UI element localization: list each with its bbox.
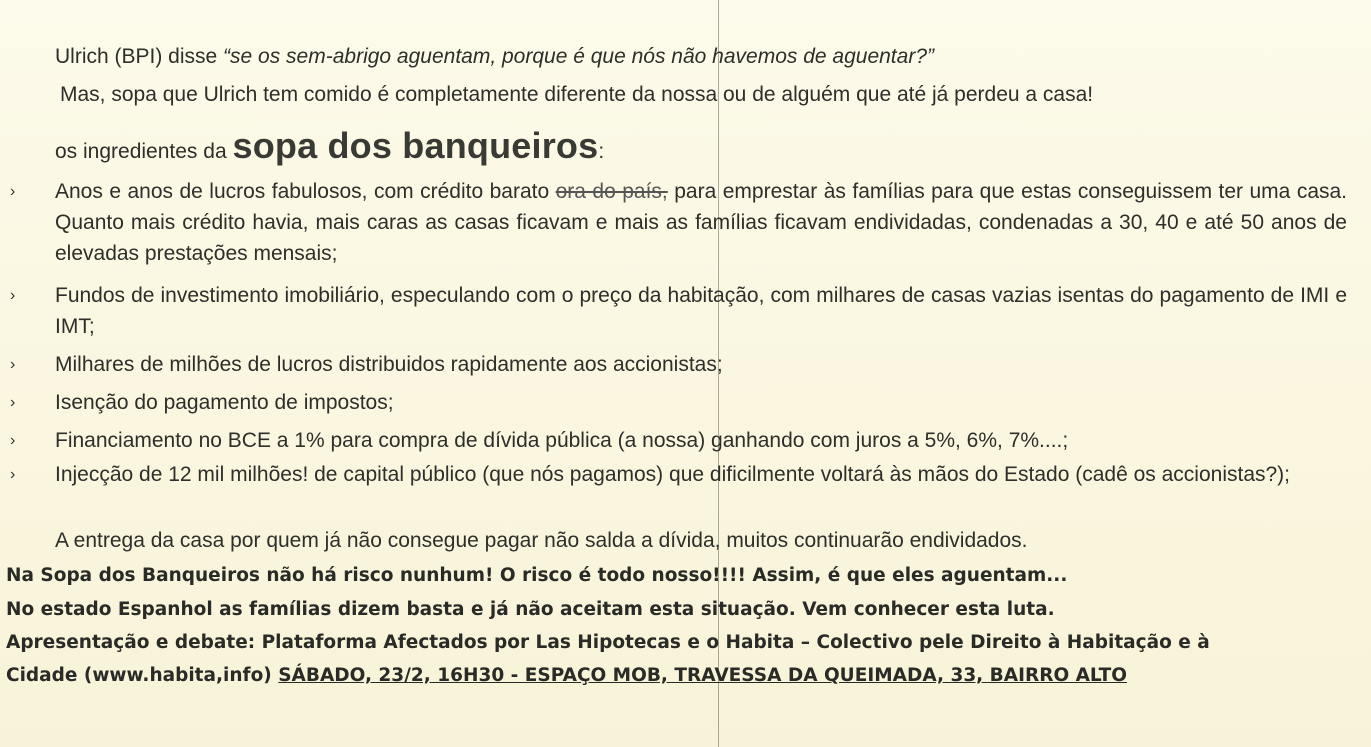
bold-statement-risk: Na Sopa dos Banqueiros não há risco nunhum! O risco é todo nosso!!!! Assim, é que eles aguentam...: [6, 565, 1068, 586]
intro-quote-line: [55, 44, 934, 70]
list-item: [10, 459, 1347, 490]
list-item-text: Fundos de investimento imobiliário, especulando com o preço da habitação, com milhares de casas vazias isentas do pagamento de IMI e IMT;: [55, 284, 1347, 338]
bullet-icon: ›: [10, 287, 16, 304]
event-details-line: [6, 663, 1127, 689]
list-item-text: Isenção do pagamento de impostos;: [55, 391, 394, 414]
list-item-text: Anos e anos de lucros fabulosos, com crédito barato: [55, 180, 556, 203]
list-item-text: Injecção de 12 mil milhões! de capital público (que nós pagamos) que dificilmente voltará às mãos do Estado (cadê os accionistas?);: [55, 463, 1291, 486]
intro-comment-line: Mas, sopa que Ulrich tem comido é completamente diferente da nossa ou de alguém que até já perdeu a casa!: [60, 83, 1094, 106]
bullet-icon: ›: [10, 466, 16, 483]
list-item-text: Financiamento no BCE a 1% para compra de dívida pública (a nossa) ganhando com juros a 5%, 6%, 7%....;: [55, 429, 1069, 452]
list-item: [10, 349, 1347, 380]
bullet-icon: ›: [10, 432, 16, 449]
heading-suffix: :: [598, 140, 605, 163]
list-item-text: Milhares de milhões de lucros distribuidos rapidamente aos accionistas;: [55, 353, 723, 376]
intro-speaker: Ulrich (BPI) disse: [55, 45, 224, 68]
list-item-text: para emprestar às famílias para que estas conseguissem ter uma casa. Quanto mais crédito havia, mais caras as casas ficavam e mais as famílias ficavam endividadas, condenadas a 30, 40 e até 50 anos de elevadas prestações mensais;: [55, 180, 1348, 265]
list-item: [10, 387, 1347, 418]
bullet-icon: ›: [10, 183, 16, 200]
list-item: [10, 280, 1347, 342]
section-heading: [55, 124, 604, 174]
list-item: [10, 425, 1347, 456]
intro-quote: “se os sem-abrigo aguentam, porque é que nós não havemos de aguentar?”: [223, 45, 934, 68]
bullet-icon: ›: [10, 356, 16, 373]
bullet-icon: ›: [10, 394, 16, 411]
struck-text: ora do país,: [555, 180, 668, 203]
list-item: [10, 176, 1348, 269]
closing-statement: A entrega da casa por quem já não consegue pagar não salda a dívida, muitos continuarão endividados.: [55, 529, 1028, 552]
bold-statement-presentation: Apresentação e debate: Plataforma Afectados por Las Hipotecas e o Habita – Colectivo pele Direito à Habitação e à: [6, 632, 1210, 653]
event-organizer-site: Cidade (www.habita,info): [6, 665, 279, 686]
heading-title: sopa dos banqueiros: [232, 125, 599, 166]
bold-statement-spain: No estado Espanhol as famílias dizem basta e já não aceitam esta situação. Vem conhecer esta luta.: [6, 599, 1055, 620]
event-date-location: SÁBADO, 23/2, 16H30 - ESPAÇO MOB, TRAVESSA DA QUEIMADA, 33, BAIRRO ALTO: [278, 665, 1128, 686]
heading-prefix: os ingredientes da: [55, 140, 233, 163]
